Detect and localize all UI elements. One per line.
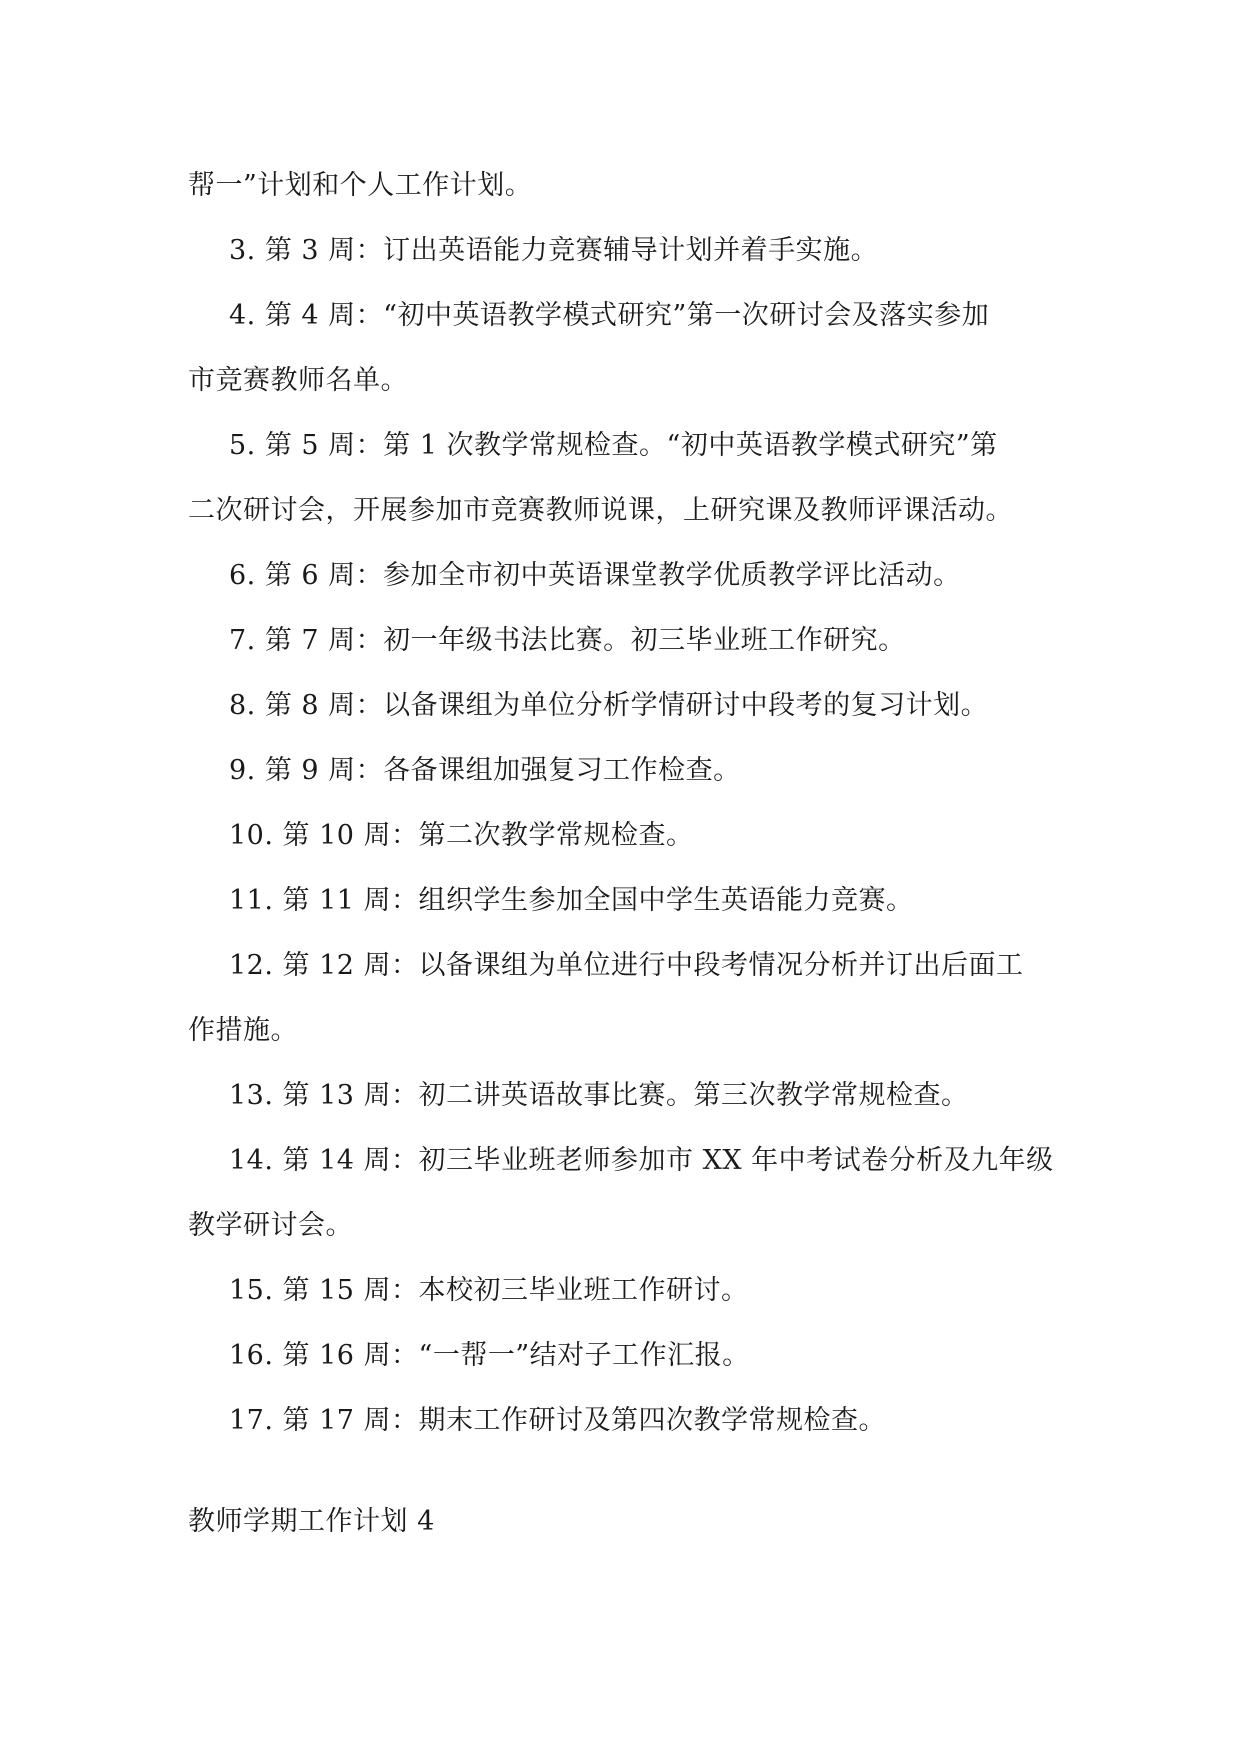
- list-item-week-3: 3. 第 3 周：订出英语能力竞赛辅导计划并着手实施。: [229, 235, 879, 266]
- list-item-week-12: 12. 第 12 周：以备课组为单位进行中段考情况分析并订出后面工: [229, 950, 1024, 981]
- list-item-week-5-continuation: 二次研讨会，开展参加市竞赛教师说课，上研究课及教师评课活动。: [188, 495, 1013, 526]
- list-item-week-17: 17. 第 17 周：期末工作研讨及第四次教学常规检查。: [229, 1405, 887, 1436]
- list-item-week-13: 13. 第 13 周：初二讲英语故事比赛。第三次教学常规检查。: [229, 1080, 969, 1111]
- list-item-week-11: 11. 第 11 周：组织学生参加全国中学生英语能力竞赛。: [229, 885, 914, 916]
- list-item-week-14-continuation: 教学研讨会。: [188, 1210, 353, 1241]
- list-item-week-10: 10. 第 10 周：第二次教学常规检查。: [229, 820, 694, 851]
- list-item-week-14: 14. 第 14 周：初三毕业班老师参加市 XX 年中考试卷分析及九年级: [229, 1145, 1054, 1176]
- document-body: [188, 153, 1058, 1453]
- list-item-week-9: 9. 第 9 周：各备课组加强复习工作检查。: [229, 755, 741, 786]
- paragraph-continuation: 帮一”计划和个人工作计划。: [188, 170, 533, 201]
- list-item-week-7: 7. 第 7 周：初一年级书法比赛。初三毕业班工作研究。: [229, 625, 906, 656]
- section-title: 教师学期工作计划 4: [188, 1506, 435, 1537]
- list-item-week-4-continuation: 市竞赛教师名单。: [188, 365, 408, 396]
- list-item-week-12-continuation: 作措施。: [188, 1015, 298, 1046]
- list-item-week-5: 5. 第 5 周：第 1 次教学常规检查。“初中英语教学模式研究”第: [229, 430, 998, 461]
- list-item-week-15: 15. 第 15 周：本校初三毕业班工作研讨。: [229, 1275, 749, 1306]
- list-item-week-8: 8. 第 8 周：以备课组为单位分析学情研讨中段考的复习计划。: [229, 690, 989, 721]
- list-item-week-6: 6. 第 6 周：参加全市初中英语课堂教学优质教学评比活动。: [229, 560, 961, 591]
- list-item-week-4: 4. 第 4 周：“初中英语教学模式研究”第一次研讨会及落实参加: [229, 300, 990, 331]
- list-item-week-16: 16. 第 16 周：“一帮一”结对子工作汇报。: [229, 1340, 750, 1371]
